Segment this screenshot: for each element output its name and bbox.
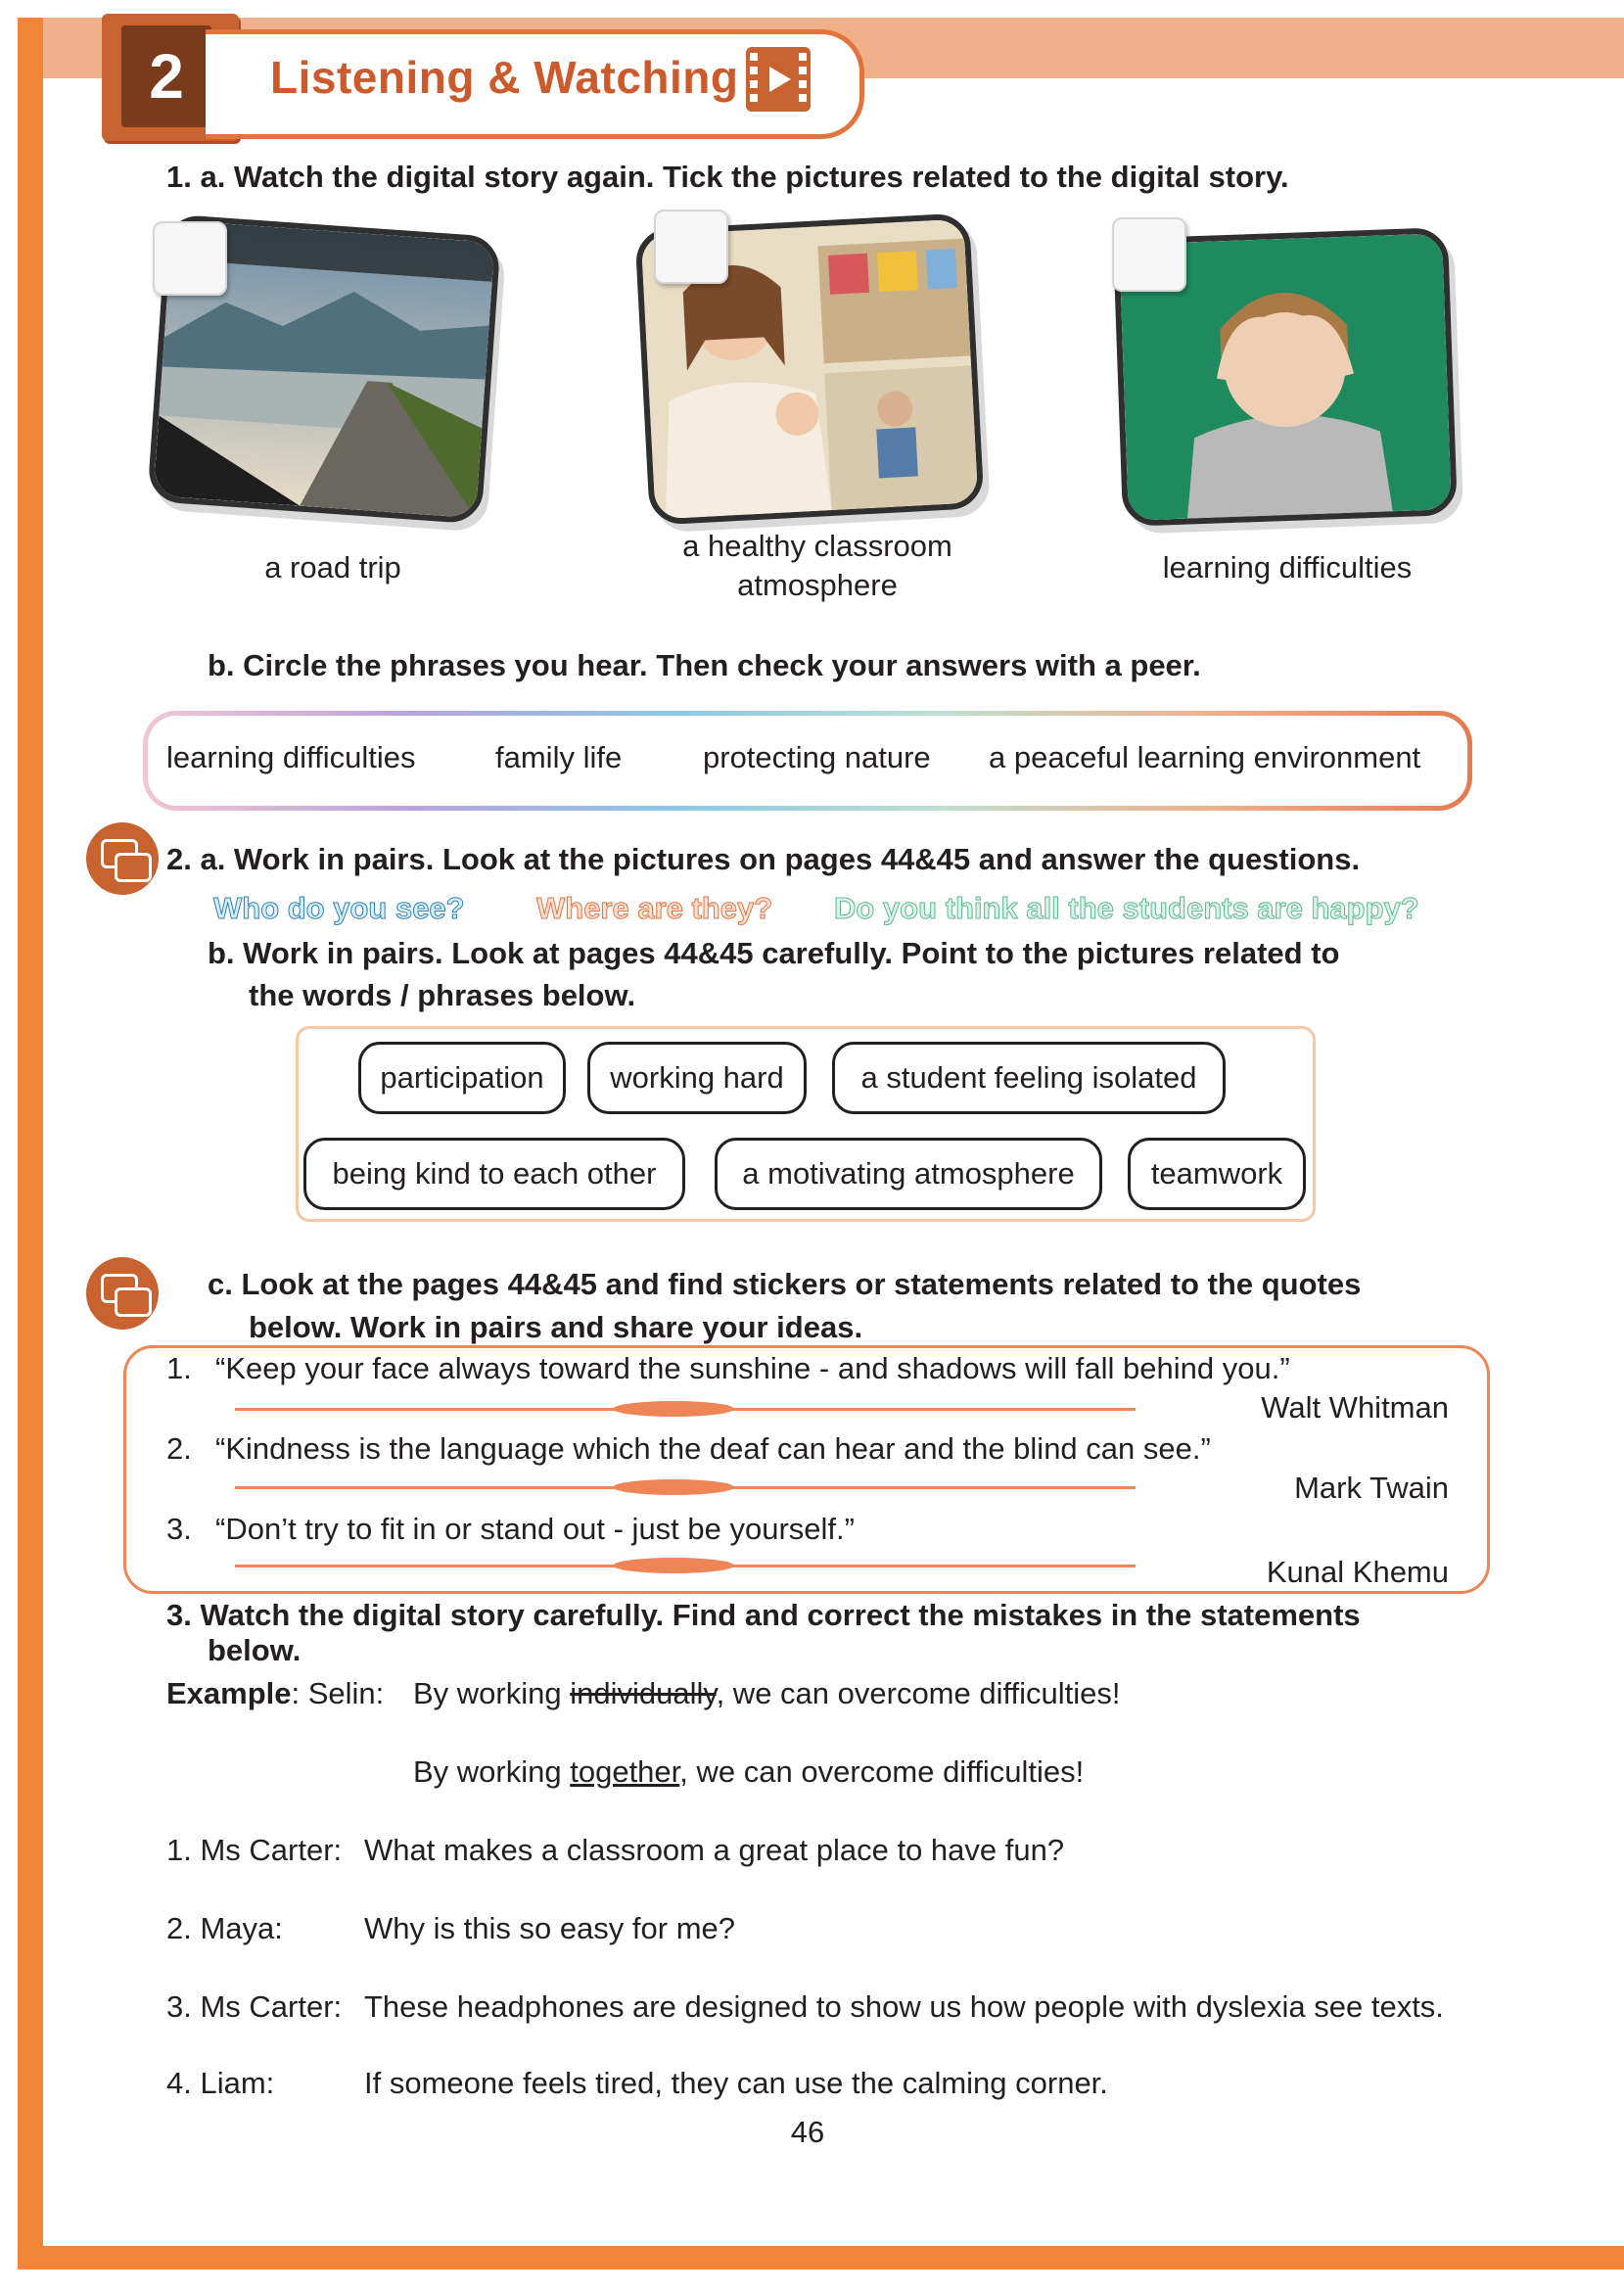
ex3-instruction-line2: below. [208,1633,302,1667]
statement-text: What makes a classroom a great place to have fun? [364,1833,1065,1867]
caption-learning-difficulties: learning difficulties [1162,550,1413,584]
example-label: Example [166,1676,292,1710]
quote-text: “Keep your face always toward the sunshine - and shadows will fall behind you.” [215,1351,1290,1385]
quote-author: Kunal Khemu [1266,1555,1449,1589]
phrase-item[interactable]: learning difficulties [166,740,416,774]
statement-speaker: 3. Ms Carter: [166,1989,343,2024]
example-speaker: : Selin: [291,1676,385,1710]
pair-work-icon [86,822,159,895]
quote-author: Walt Whitman [1261,1390,1449,1425]
ex1a-instruction: 1. a. Watch the digital story again. Tick the pictures related to the digital story. [166,160,1289,194]
quote-author: Mark Twain [1294,1471,1449,1505]
section-title: Listening & Watching [270,52,739,103]
question-who: Who do you see? [213,891,465,925]
word-chip[interactable]: participation [358,1042,566,1114]
ex2a-instruction: 2. a. Work in pairs. Look at the pictures on pages 44&45 and answer the questions. [166,842,1361,876]
pair-work-icon [86,1257,159,1330]
page-frame-left [18,18,43,2269]
statement-text: If someone feels tired, they can use the calming corner. [364,2066,1108,2100]
tick-box-classroom[interactable] [654,210,728,284]
caption-road-trip: a road trip [264,550,401,584]
answer-line-ornament [613,1401,734,1417]
ex1b-instruction: b. Circle the phrases you hear. Then check your answers with a peer. [208,648,1201,682]
caption-classroom-line1: a healthy classroom [682,529,952,563]
correction-before: By working [413,1754,571,1789]
answer-line-ornament [613,1558,734,1573]
statement-speaker: 2. Maya: [166,1911,283,1945]
ex2b-instruction-line1: b. Work in pairs. Look at pages 44&45 carefully. Point to the pictures related to [208,936,1340,970]
film-play-icon [746,47,811,112]
page-number: 46 [790,2115,825,2149]
question-where: Where are they? [536,891,773,925]
example-row [166,1676,384,1711]
example-before: By working [413,1676,571,1710]
ex2c-instruction-line1: c. Look at the pages 44&45 and find stickers or statements related to the quotes [208,1267,1362,1301]
word-chip[interactable]: a motivating atmosphere [715,1138,1102,1210]
quote-text: “Don’t try to fit in or stand out - just be yourself.” [215,1512,855,1546]
phrase-item[interactable]: family life [495,740,623,774]
page-frame-bottom [18,2246,1624,2269]
unit-number: 2 [121,25,211,127]
tick-box-learning-difficulties[interactable] [1112,217,1186,292]
ex2c-instruction-line2: below. Work in pairs and share your ideas. [249,1310,863,1344]
answer-line-ornament [613,1479,734,1495]
question-happy: Do you think all the students are happy? [834,891,1419,925]
statement-speaker: 1. Ms Carter: [166,1833,343,1867]
example-correction [413,1754,1084,1790]
quote-text: “Kindness is the language which the deaf can hear and the blind can see.” [215,1431,1211,1466]
statement-text: These headphones are designed to show us how people with dyslexia see texts. [364,1989,1444,2024]
tick-box-road-trip[interactable] [153,221,227,296]
statement-speaker: 4. Liam: [166,2066,275,2100]
word-chip[interactable]: working hard [587,1042,807,1114]
quote-number: 1. [166,1351,192,1385]
quote-number: 3. [166,1512,192,1546]
example-wrong-word: individually [570,1676,717,1710]
quote-number: 2. [166,1431,192,1466]
word-chip[interactable]: being kind to each other [303,1138,685,1210]
word-chip[interactable]: teamwork [1128,1138,1306,1210]
statement-text: Why is this so easy for me? [364,1911,736,1945]
example-sentence [413,1676,1121,1711]
example-after: , we can overcome difficulties! [716,1676,1121,1710]
phrase-item[interactable]: a peaceful learning environment [989,740,1421,774]
word-chip[interactable]: a student feeling isolated [832,1042,1226,1114]
ex2b-instruction-line2: the words / phrases below. [249,978,636,1012]
correction-after: , we can overcome difficulties! [679,1754,1085,1789]
caption-classroom-line2: atmosphere [737,568,898,602]
ex3-instruction-line1: 3. Watch the digital story carefully. Find and correct the mistakes in the statements [166,1598,1361,1632]
phrase-item[interactable]: protecting nature [703,740,931,774]
correction-word: together [570,1754,680,1789]
